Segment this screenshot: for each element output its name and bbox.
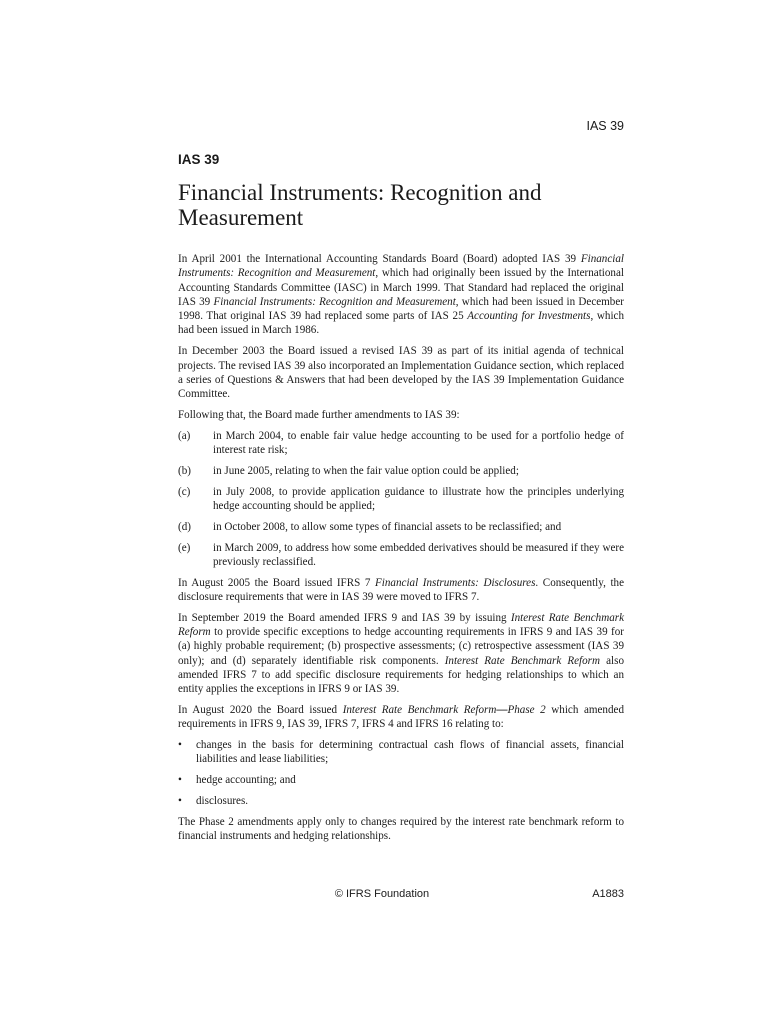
list-item-text: disclosures. (196, 795, 249, 807)
list-marker: (b) (178, 464, 191, 477)
bullet-icon: • (178, 739, 182, 752)
citation: Financial Instruments: Disclosures (375, 576, 536, 589)
list-marker: (e) (178, 541, 191, 554)
list-item-text: in October 2008, to allow some types of financial assets to be reclassified; and (213, 520, 562, 533)
list-item-text: in March 2004, to enable fair value hedge accounting to be used for a portfolio hedge of interest rate risk; (213, 429, 624, 457)
list-marker: (a) (178, 429, 191, 442)
list-item-text: changes in the basis for determining contractual cash flows of financial assets, financial liabilities and lease liabilities; (196, 739, 624, 766)
list-item-text: in June 2005, relating to when the fair value option could be applied; (213, 464, 519, 477)
standard-label: IAS 39 (178, 152, 220, 167)
paragraph-amendments-intro: Following that, the Board made further amendments to IAS 39: (178, 408, 460, 421)
list-marker: (c) (178, 485, 191, 498)
running-header: IAS 39 (586, 119, 624, 133)
amendments-list (178, 429, 624, 569)
list-item-text: in July 2008, to provide application guidance to illustrate how the principles underlying hedge accounting should be applied; (213, 485, 624, 512)
list-item (178, 464, 624, 478)
citation: Interest Rate Benchmark Reform (342, 704, 497, 717)
list-item (178, 485, 624, 514)
citation: Financial Instruments: Recognition and Measurement (213, 295, 456, 308)
list-item (178, 738, 624, 767)
citation: Interest Rate Benchmark Reform (444, 654, 601, 667)
citation: Phase 2 (507, 704, 546, 717)
footer-page-number: A1883 (592, 888, 624, 900)
list-item (178, 541, 624, 570)
paragraph-ibor-2019: In September 2019 the Board amended IFRS 9 and IAS 39 by issuing Interest Rate Benchmark Reform to provide specific exceptions to hedge accounting requirements in IFRS 9 and IAS 39 for (a) highly probable requirement; (b) prospective assessments; (c) retrospective assessment (IAS 39 only); and (d) separately identifiable risk components. Interest Rate Benchmark Reform also amended IFRS 7 to add specific disclosure requirements for hedging relationships to which an entity applies the exceptions in IFRS 9 or IAS 39. (178, 611, 624, 696)
list-item (178, 520, 624, 534)
list-item (178, 773, 624, 787)
paragraph-revision-2003: In December 2003 the Board issued a revised IAS 39 as part of its initial agenda of technical projects. The revised IAS 39 also incorporated an Implementation Guidance section, which replaced a series of Questions & Answers that had been developed by the IAS 39 Implementation Guidance Committee. (178, 345, 624, 401)
document-page (178, 0, 624, 1024)
list-item (178, 429, 624, 458)
paragraph-phase2-scope: The Phase 2 amendments apply only to changes required by the interest rate benchmark reform to financial instruments and hedging relationships. (178, 815, 624, 843)
list-item (178, 794, 624, 808)
paragraph-ifrs7-2005: In August 2005 the Board issued IFRS 7 Financial Instruments: Disclosures. Consequently, the disclosure requirements that were in IAS 39 were moved to IFRS 7. (178, 576, 625, 603)
citation: Financial Instruments: Recognition and Measurement (178, 253, 624, 280)
citation: Interest Rate Benchmark Reform (178, 611, 624, 639)
document-body (178, 252, 624, 850)
phase2-topics-list (178, 738, 624, 808)
paragraph-ibor-phase2-2020: In August 2020 the Board issued Interest Rate Benchmark Reform—Phase 2 which amended requirements in IFRS 9, IAS 39, IFRS 7, IFRS 4 and IFRS 16 relating to: (178, 704, 624, 731)
page-title: Financial Instruments: Recognition and Measurement (178, 180, 542, 230)
footer-copyright: © IFRS Foundation (334, 888, 430, 900)
list-item-text: hedge accounting; and (196, 774, 296, 787)
list-marker: (d) (178, 520, 191, 533)
citation: Accounting for Investments (467, 310, 591, 323)
bullet-icon: • (178, 774, 182, 787)
bullet-icon: • (178, 795, 182, 807)
paragraph-history-2001: In April 2001 the International Accounting Standards Board (Board) adopted IAS 39 Financial Instruments: Recognition and Measurement, which had originally been issued by the International Accounting Standards Committee (IASC) in March 1999. That Standard had replaced the original IAS 39 Financial Instruments: Recognition and Measurement, which had been issued in December 1998. That original IAS 39 had replaced some parts of IAS 25 Accounting for Investments, which had been issued in March 1986. (178, 253, 624, 337)
list-item-text: in March 2009, to address how some embedded derivatives should be measured if they were previously reclassified. (213, 541, 624, 568)
